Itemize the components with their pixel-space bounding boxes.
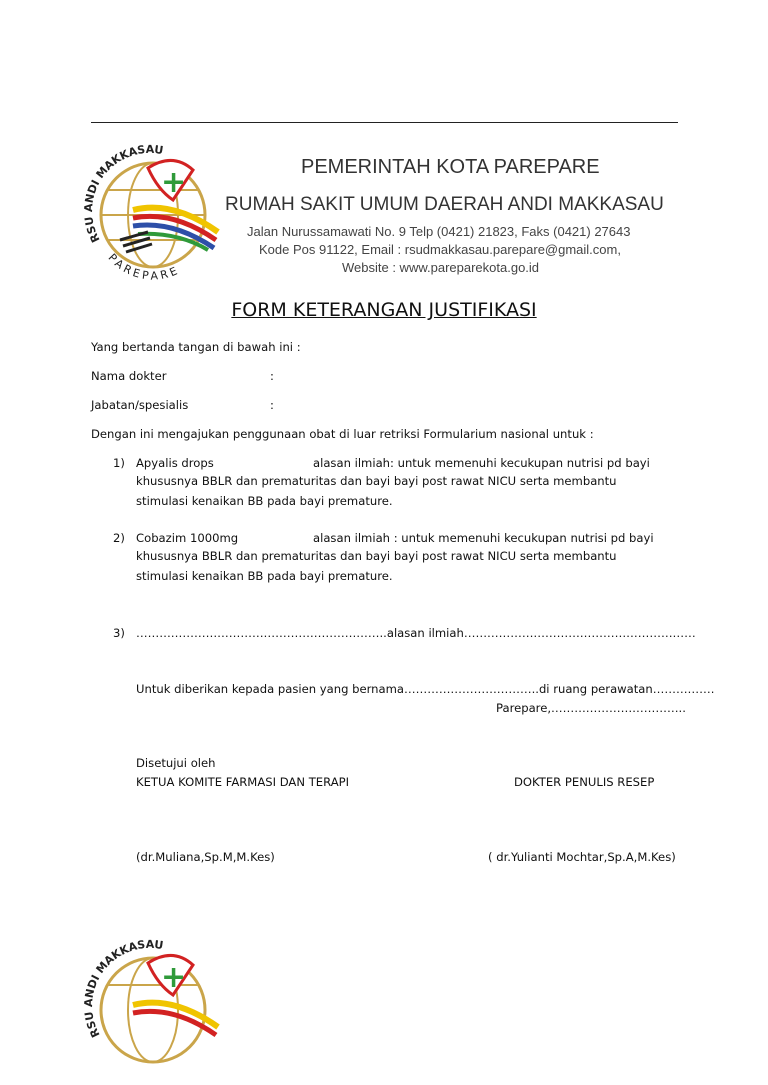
prescriber-signatory: ( dr.Yulianti Mochtar,Sp.A,M.Kes): [488, 850, 676, 864]
hospital-name: RUMAH SAKIT UMUM DAERAH ANDI MAKKASAU: [225, 194, 664, 215]
item-2-drug: Cobazim 1000mg: [136, 531, 239, 545]
svg-text:RSU ANDI MAKKASAU: [82, 143, 164, 245]
item-3-blank-line: ………………………………………………………..alasan ilmiah……………………………………………………: [136, 626, 696, 640]
form-title: FORM KETERANGAN JUSTIFIKASI: [231, 299, 537, 321]
request-statement: Dengan ini mengajukan penggunaan obat di luar retriksi Formularium nasional untuk :: [91, 427, 594, 441]
item-3-number: 3): [113, 626, 125, 640]
specialist-colon: :: [270, 398, 274, 412]
intro-text: Yang bertanda tangan di bawah ini :: [91, 340, 301, 354]
item-2-reason: alasan ilmiah : untuk memenuhi kecukupan nutrisi pd bayi: [313, 531, 654, 545]
committee-title: KETUA KOMITE FARMASI DAN TERAPI: [136, 775, 350, 789]
item-2-number: 2): [113, 531, 125, 545]
approved-by: Disetujui oleh: [136, 756, 216, 770]
address-line-1: Jalan Nurussamawati No. 9 Telp (0421) 21823, Faks (0421) 27643: [247, 224, 631, 239]
svg-text:+: +: [161, 165, 187, 200]
logo-text-top: RSU ANDI MAKKASAU: [82, 142, 165, 245]
doctor-name-label: Nama dokter: [91, 369, 167, 383]
item-2-reason-detail: khususnya BBLR dan prematuritas dan bayi bayi post rawat NICU serta membantu stimulasi kenaikan BB pada bayi premature.: [136, 549, 617, 583]
doctor-name-colon: :: [270, 369, 274, 383]
item-1-drug: Apyalis drops: [136, 456, 214, 470]
logo-repeat-text-top: RSU ANDI MAKKASAU: [82, 937, 165, 1040]
prescriber-title: DOKTER PENULIS RESEP: [514, 775, 655, 789]
place-date: Parepare,……………………………..: [496, 701, 686, 715]
address-line-2: Kode Pos 91122, Email : rsudmakkasau.parepare@gmail.com,: [259, 242, 621, 257]
logo-text-bottom: PAREPARE: [105, 251, 182, 283]
svg-text:RSU ANDI MAKKASAU: [82, 938, 164, 1040]
item-1-reason: alasan ilmiah: untuk memenuhi kecukupan nutrisi pd bayi: [313, 456, 650, 470]
specialist-label: Jabatan/spesialis: [91, 398, 189, 412]
item-1-number: 1): [113, 456, 125, 470]
svg-text:+: +: [161, 960, 187, 995]
hospital-logo-repeat: [78, 935, 228, 1085]
government-name: PEMERINTAH KOTA PAREPARE: [301, 156, 600, 178]
hospital-logo: [78, 140, 228, 290]
item-1-reason-detail: khususnya BBLR dan prematuritas dan bayi bayi post rawat NICU serta membantu stimulasi kenaikan BB pada bayi premature.: [136, 474, 617, 508]
address-line-3: Website : www.pareparekota.go.id: [342, 260, 540, 275]
header-rule: [91, 122, 678, 123]
committee-signatory: (dr.Muliana,Sp.M,M.Kes): [136, 850, 275, 864]
patient-line: Untuk diberikan kepada pasien yang bernama……………………………..di ruang perawatan…………….: [136, 682, 715, 696]
